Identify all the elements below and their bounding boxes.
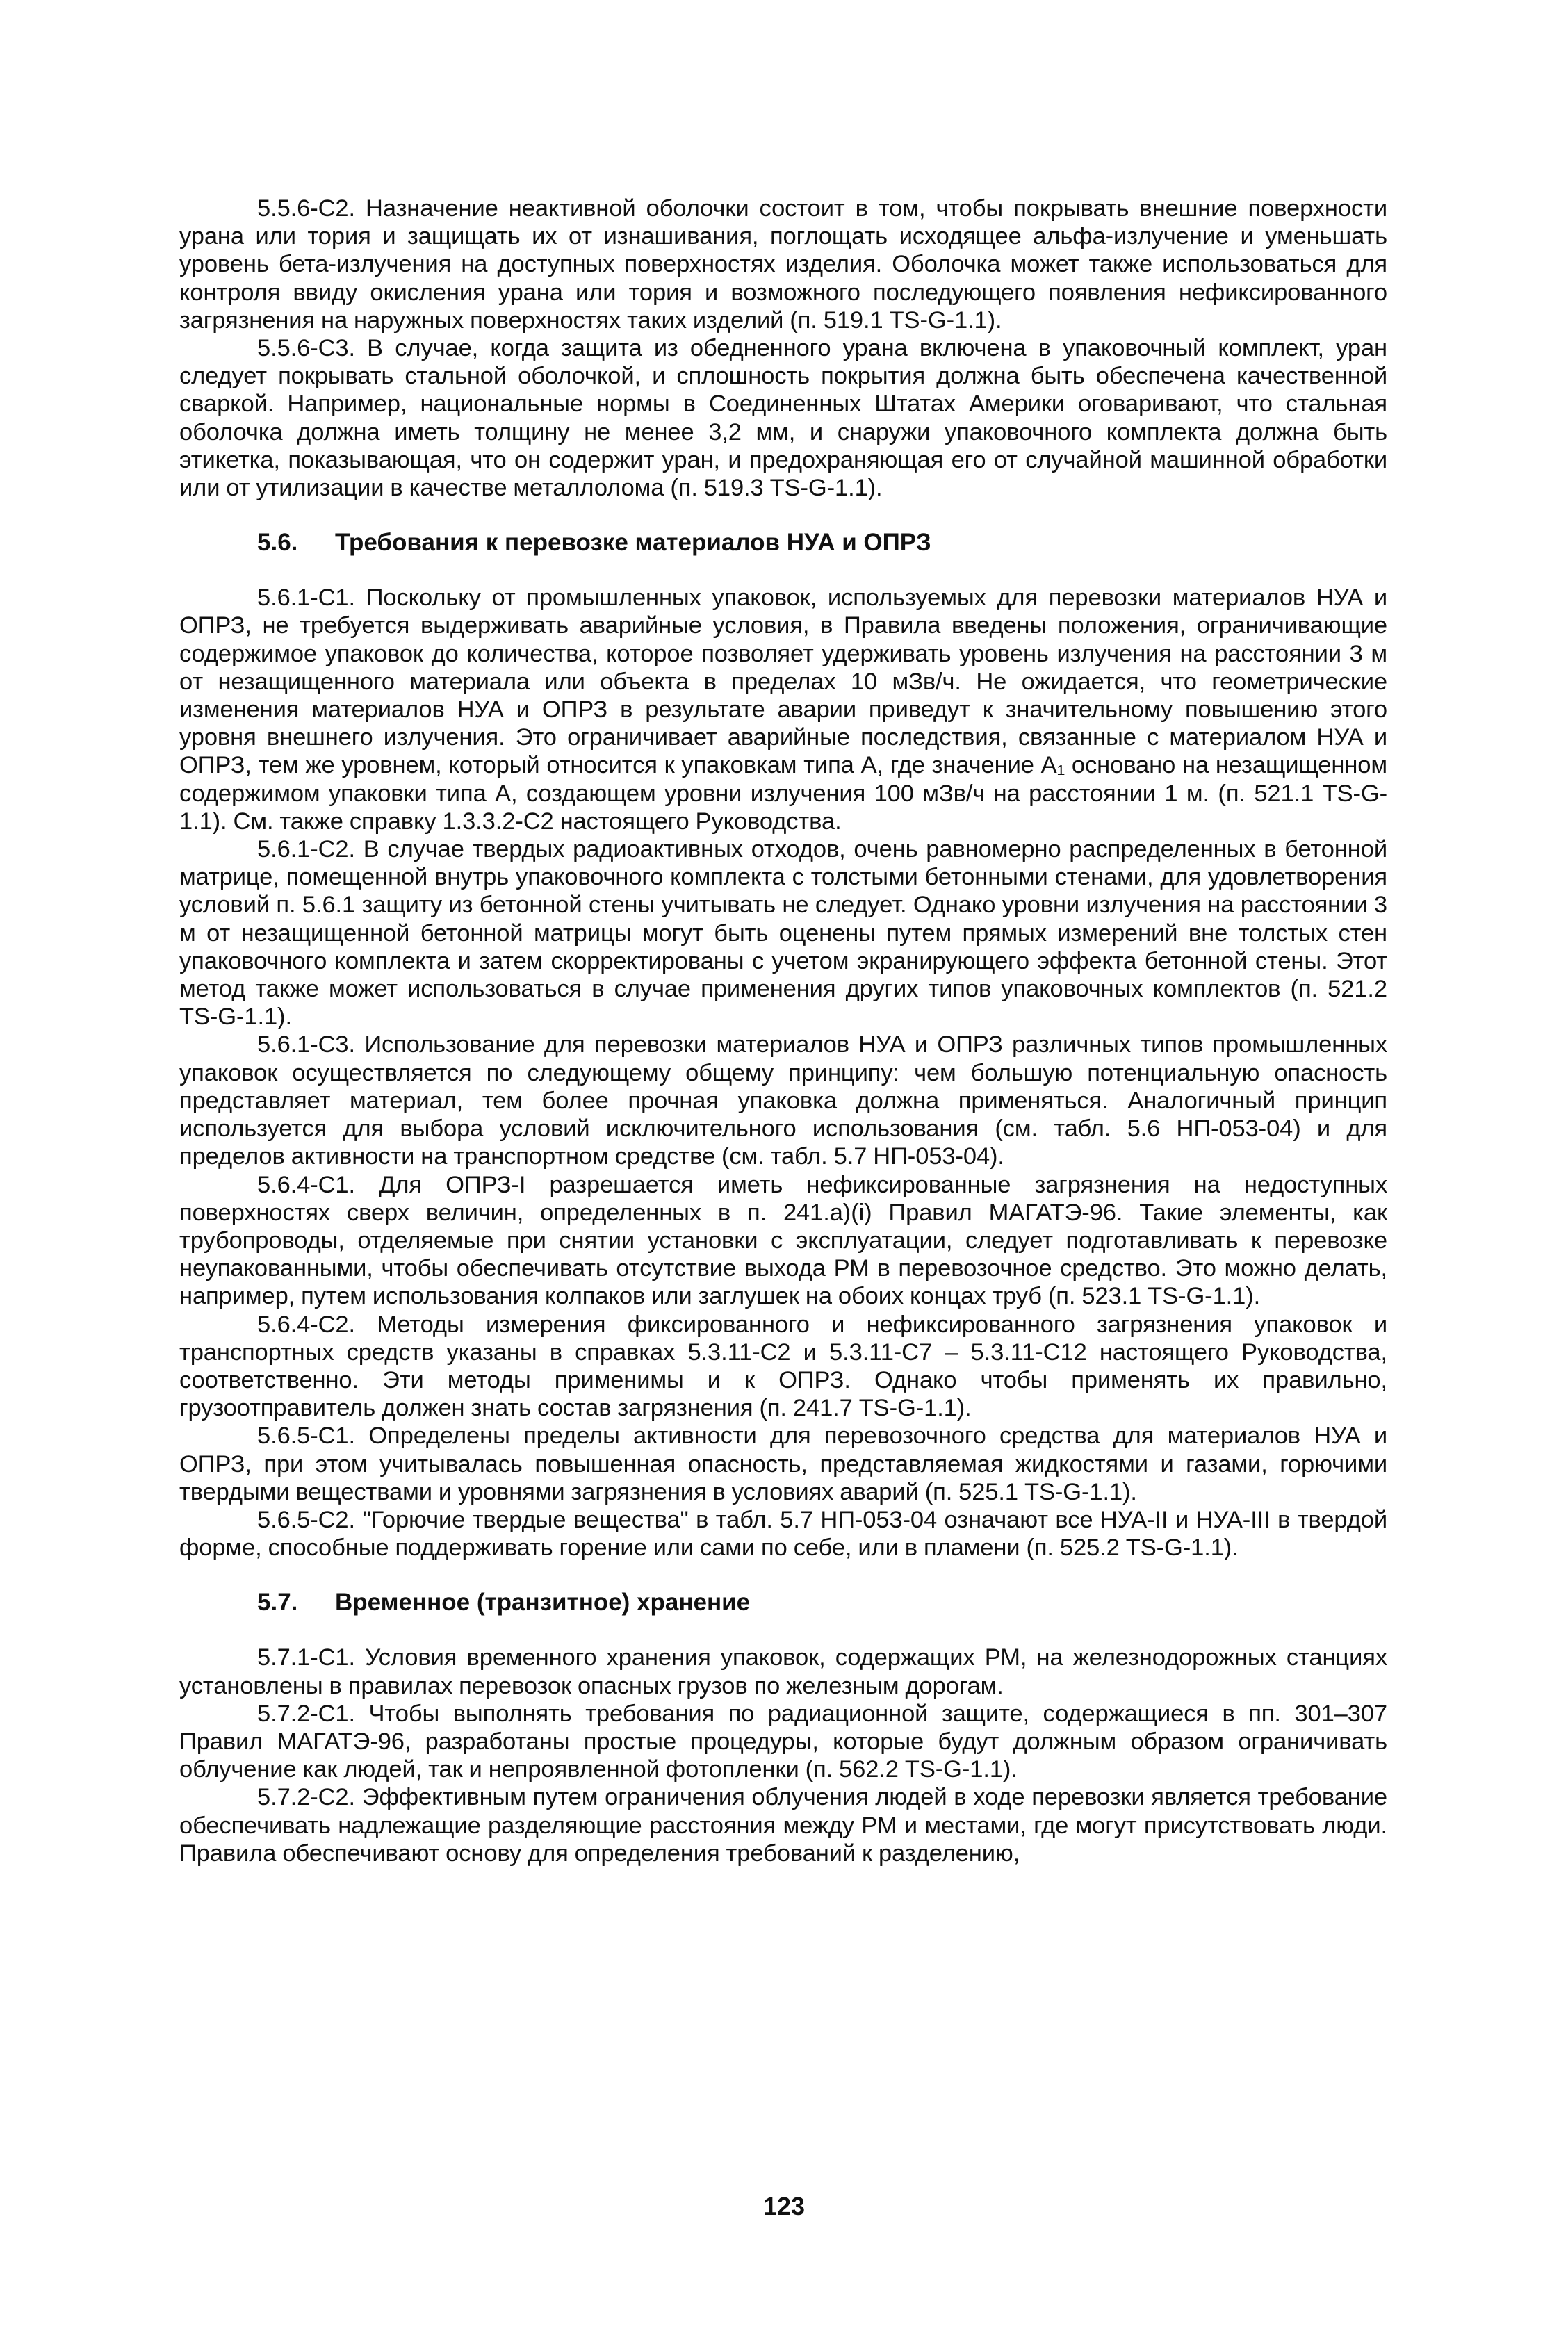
paragraph-5-5-6-c2: 5.5.6-С2. Назначение неактивной оболочки состоит в том, чтобы покрывать внешние поверхности урана или тория и защищать их от изнашивания, поглощать исходящее альфа-излучение и уменьшать уровень бета-излучения на доступных поверхностях изделия. Оболочка может также использоваться для контроля ввиду окисления урана или тория и возможного последующего появления нефиксированного загрязнения на наружных поверхностях таких изделий (п. 519.1 TS-G-1.1).	[179, 195, 1387, 334]
paragraph-5-6-1-c1: 5.6.1-С1. Поскольку от промышленных упаковок, используемых для перевозки материалов НУА и ОПРЗ, не требуется выдерживать аварийные условия, в Правила введены положения, ограничивающие содержимое упаковок до количества, которое позволяет удерживать уровень излучения на расстоянии 3 м от незащищенного материала или объекта в пределах 10 мЗв/ч. Не ожидается, что геометрические изменения материалов НУА и ОПРЗ в результате аварии приведут к значительному повышению этого уровня внешнего излучения. Это ограничивает аварийные последствия, связанные с материалом НУА и ОПРЗ, тем же уровнем, который относится к упаковкам типа А, где значение A₁ основано на незащищенном содержимом упаковки типа А, создающем уровни излучения 100 мЗв/ч на расстоянии 1 м. (п. 521.1 TS-G-1.1). См. также справку 1.3.3.2-С2 настоящего Руководства.	[179, 584, 1387, 835]
paragraph-5-7-1-c1: 5.7.1-С1. Условия временного хранения упаковок, содержащих РМ, на железнодорожных станциях установлены в правилах перевозок опасных грузов по железным дорогам.	[179, 1644, 1387, 1699]
section-heading-5-6	[257, 528, 1387, 557]
section-heading-5-7	[257, 1588, 1387, 1617]
paragraph-5-7-2-c2: 5.7.2-С2. Эффективным путем ограничения облучения людей в ходе перевозки является требование обеспечивать надлежащие разделяющие расстояния между РМ и местами, где могут присутствовать люди. Правила обеспечивают основу для определения требований к разделению,	[179, 1784, 1387, 1867]
page-number: 123	[762, 2192, 806, 2220]
paragraph-5-6-1-c2: 5.6.1-С2. В случае твердых радиоактивных отходов, очень равномерно распределенных в бетонной матрице, помещенной внутрь упаковочного комплекта с толстыми бетонными стенами, для удовлетворения условий п. 5.6.1 защиту из бетонной стены учитывать не следует. Однако уровни излучения на расстоянии 3 м от незащищенной бетонной матрицы могут быть оценены путем прямых измерений вне толстых стен упаковочного комплекта и затем скорректированы с учетом экранирующего эффекта бетонной стены. Этот метод также может использоваться в случае применения других типов упаковочных комплектов (п. 521.2 TS-G-1.1).	[179, 836, 1387, 1031]
paragraph-5-6-4-c2: 5.6.4-С2. Методы измерения фиксированного и нефиксированного загрязнения упаковок и транспортных средств указаны в справках 5.3.11-С2 и 5.3.11-С7 – 5.3.11-С12 настоящего Руководства, соответственно. Эти методы применимы и к ОПРЗ. Однако чтобы применять их правильно, грузоотправитель должен знать состав загрязнения (п. 241.7 TS-G-1.1).	[179, 1311, 1387, 1422]
paragraph-5-6-1-c3: 5.6.1-С3. Использование для перевозки материалов НУА и ОПРЗ различных типов промышленных упаковок осуществляется по следующему общему принципу: чем большую потенциальную опасность представляет материал, тем более прочная упаковка должна применяться. Аналогичный принцип используется для выбора условий исключительного использования (см. табл. 5.6 НП-053-04) и для пределов активности на транспортном средстве (см. табл. 5.7 НП-053-04).	[179, 1031, 1387, 1170]
section-number: 5.7.	[257, 1589, 298, 1617]
paragraph-5-7-2-c1: 5.7.2-С1. Чтобы выполнять требования по радиационной защите, содержащиеся в пп. 301–307 Правил МАГАТЭ-96, разработаны простые процедуры, которые будут должным образом ограничивать облучение как людей, так и непроявленной фотопленки (п. 562.2 TS-G-1.1).	[179, 1700, 1387, 1783]
section-title: Временное (транзитное) хранение	[335, 1589, 751, 1617]
section-number: 5.6.	[257, 529, 298, 557]
paragraph-5-6-5-c2: 5.6.5-С2. "Горючие твердые вещества" в табл. 5.7 НП-053-04 означают все НУА-II и НУА-III в твердой форме, способные поддерживать горение или сами по себе, или в пламени (п. 525.2 TS-G-1.1).	[179, 1506, 1387, 1562]
page-body	[179, 195, 1387, 1867]
paragraph-5-6-4-c1: 5.6.4-С1. Для ОПРЗ-I разрешается иметь нефиксированные загрязнения на недоступных поверхностях сверх величин, определенных в п. 241.а)(i) Правил МАГАТЭ-96. Такие элементы, как трубопроводы, отделяемые при снятии установки с эксплуатации, следует подготавливать к перевозке неупакованными, чтобы обеспечивать отсутствие выхода РМ в перевозочное средство. Это можно делать, например, путем использования колпаков или заглушек на обоих концах труб (п. 523.1 TS-G-1.1).	[179, 1171, 1387, 1310]
paragraph-5-6-5-c1: 5.6.5-С1. Определены пределы активности для перевозочного средства для материалов НУА и ОПРЗ, при этом учитывалась повышенная опасность, представляемая жидкостями и газами, горючими твердыми веществами и уровнями загрязнения в условиях аварий (п. 525.1 TS-G-1.1).	[179, 1423, 1387, 1505]
paragraph-5-5-6-c3: 5.5.6-С3. В случае, когда защита из обедненного урана включена в упаковочный комплект, уран следует покрывать стальной оболочкой, и сплошность покрытия должна быть обеспечена качественной сваркой. Например, национальные нормы в Соединенных Штатах Америки оговаривают, что стальная оболочка должна иметь толщину не менее 3,2 мм, и снаружи упаковочного комплекта должна быть этикетка, показывающая, что он содержит уран, и предохраняющая его от случайной машинной обработки или от утилизации в качестве металлолома (п. 519.3 TS-G-1.1).	[179, 335, 1387, 502]
section-title: Требования к перевозке материалов НУА и ОПРЗ	[335, 529, 931, 557]
